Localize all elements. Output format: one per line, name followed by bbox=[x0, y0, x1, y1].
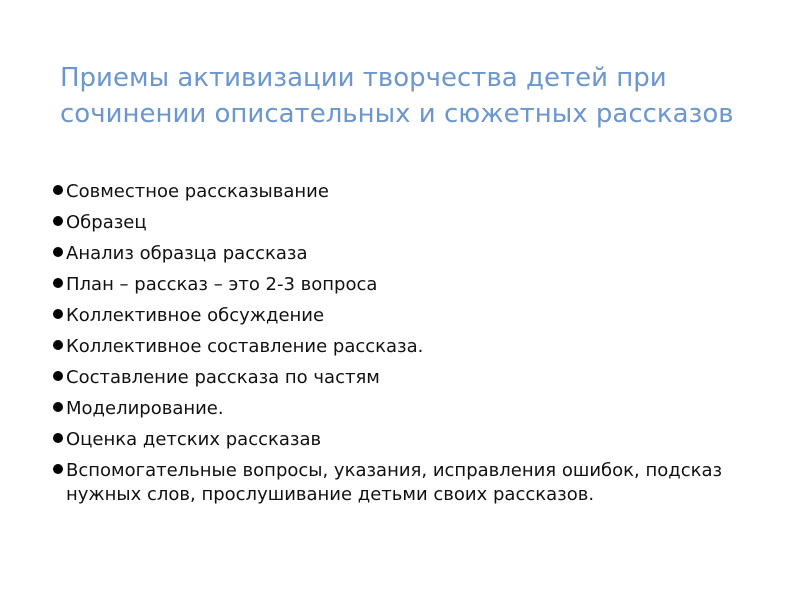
bullet-dot-icon bbox=[53, 402, 63, 412]
bullet-item bbox=[52, 428, 752, 452]
bullet-text: Анализ образца рассказа bbox=[66, 243, 308, 264]
bullet-item bbox=[52, 459, 752, 507]
bullet-dot-icon bbox=[53, 309, 63, 319]
bullet-dot-icon bbox=[53, 216, 63, 226]
bullet-item bbox=[52, 180, 752, 204]
bullet-item bbox=[52, 273, 752, 297]
bullet-text: Коллективное составление рассказа. bbox=[66, 336, 424, 357]
slide-title: Приемы активизации творчества детей при сочинении описательных и сюжетных рассказов bbox=[60, 63, 734, 129]
bullet-text: Образец bbox=[66, 212, 147, 233]
bullet-text: План – рассказ – это 2-3 вопроса bbox=[66, 274, 378, 295]
bullet-item bbox=[52, 397, 752, 421]
bullet-item bbox=[52, 366, 752, 390]
bullet-dot-icon bbox=[53, 371, 63, 381]
bullet-text: Вспомогательные вопросы, указания, исправления ошибок, подсказ нужных слов, прослушивание детьми своих рассказов. bbox=[66, 460, 723, 505]
bullet-item bbox=[52, 242, 752, 266]
bullet-item bbox=[52, 211, 752, 235]
bullet-dot-icon bbox=[53, 278, 63, 288]
bullet-text: Совместное рассказывание bbox=[66, 181, 329, 202]
bullet-text: Коллективное обсуждение bbox=[66, 305, 325, 326]
bullet-item bbox=[52, 335, 752, 359]
bullet-text: Оценка детских рассказав bbox=[66, 429, 322, 450]
bullet-dot-icon bbox=[53, 247, 63, 257]
bullet-text: Составление рассказа по частям bbox=[66, 367, 380, 388]
bullet-list bbox=[52, 180, 752, 514]
bullet-dot-icon bbox=[53, 340, 63, 350]
bullet-item bbox=[52, 304, 752, 328]
bullet-dot-icon bbox=[53, 464, 63, 474]
bullet-dot-icon bbox=[53, 433, 63, 443]
bullet-dot-icon bbox=[53, 185, 63, 195]
bullet-text: Моделирование. bbox=[66, 398, 224, 419]
